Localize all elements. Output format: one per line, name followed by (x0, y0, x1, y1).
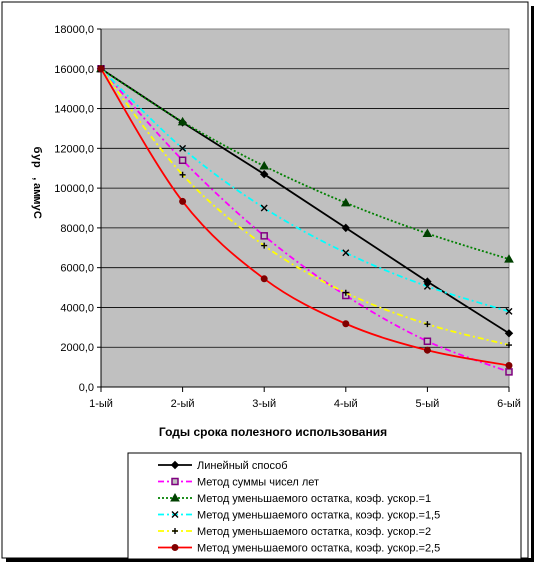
x-tick-label: 5-ый (415, 398, 440, 410)
y-tick-label: 8000,0 (60, 222, 94, 235)
y-axis-label-char: м (31, 189, 43, 198)
legend-label: Линейный способ (197, 460, 288, 472)
y-tick-label: 18000,0 (54, 24, 94, 36)
y-axis-label-char: р (31, 161, 43, 168)
x-tick-label: 3-ый (252, 398, 277, 410)
legend-item (158, 510, 440, 522)
legend-item (158, 543, 440, 555)
y-tick-label: 6000,0 (60, 262, 94, 275)
data-point (261, 276, 267, 282)
legend-label: Метод уменьшаемого остатка, коэф. ускор.=2 (197, 526, 432, 538)
y-tick-label: 10000,0 (54, 183, 94, 196)
data-point (424, 347, 430, 353)
y-axis-label-char: б (31, 146, 43, 154)
data-point (180, 198, 186, 204)
legend-item (158, 526, 431, 538)
y-axis-label-char: м (31, 196, 43, 205)
data-point (506, 369, 512, 375)
data-point (506, 363, 512, 369)
data-point (261, 233, 267, 239)
x-tick-label: 4-ый (333, 398, 358, 410)
y-tick-label: 16000,0 (54, 63, 94, 76)
chart-shadow-right (531, 6, 534, 562)
legend-label: Метод уменьшаемого остатка, коэф. ускор.=1,5 (197, 509, 441, 522)
y-axis-label-char: а (31, 182, 43, 190)
x-axis-label: Годы срока полезного использования (158, 425, 388, 439)
y-tick-label: 14000,0 (54, 103, 94, 116)
legend-item (158, 493, 431, 505)
y-axis-label-char: С (31, 210, 43, 219)
y-tick-label: 4000,0 (60, 302, 94, 315)
data-point (180, 157, 186, 163)
y-tick-label: 0,0 (78, 382, 94, 394)
legend-marker (172, 545, 178, 551)
y-axis-label-char: у (31, 204, 43, 211)
legend-marker (172, 479, 178, 485)
y-tick-label: 2000,0 (60, 342, 94, 355)
x-tick-label: 6-ый (497, 398, 521, 410)
legend-label: Метод суммы чисел лет (197, 476, 320, 489)
plot-area (101, 29, 509, 387)
y-axis-label (31, 147, 43, 219)
legend-label: Метод уменьшаемого остатка, коэф. ускор.=1 (197, 493, 432, 505)
y-axis-label-char: у (31, 154, 43, 161)
legend-label: Метод уменьшаемого остатка, коэф. ускор.=2,5 (197, 542, 441, 555)
y-axis-label-char: , (31, 177, 43, 181)
data-point (424, 338, 430, 344)
data-point (343, 321, 349, 327)
x-tick-label: 2-ый (170, 398, 195, 410)
y-tick-label: 12000,0 (54, 143, 94, 156)
data-point (98, 66, 104, 72)
x-tick-label: 1-ый (89, 398, 113, 410)
